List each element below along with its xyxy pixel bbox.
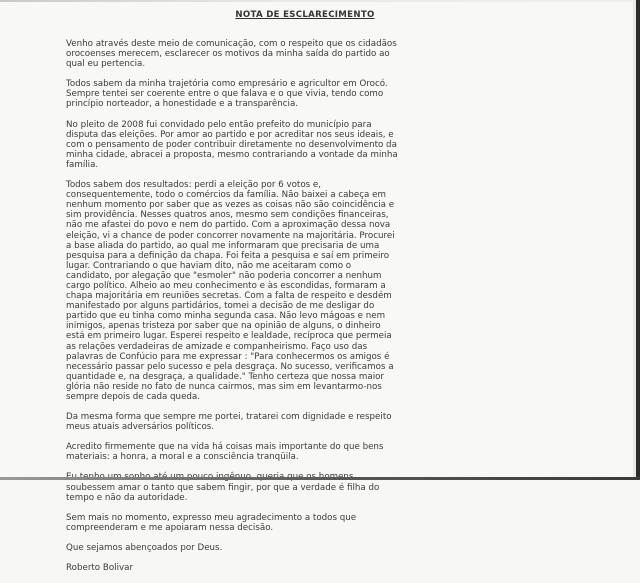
paragraph-adversaries: Da mesma forma que sempre me portei, tratarei com dignidade e respeito meus atuais adversários políticos. xyxy=(66,412,392,433)
scan-right-border xyxy=(636,0,640,480)
paragraph-intro: Venho através deste meio de comunicação, com o respeito que os cidadãos orocoenses merecem, esclarecer os motivos da minha saída do partido ao qual eu pertencia. xyxy=(66,39,397,70)
signature: Roberto Bolivar xyxy=(66,563,134,574)
paragraph-thanks: Sem mais no momento, expresso meu agradecimento a todos que compreenderam e me apoiaram nessa decisão. xyxy=(66,512,357,533)
document-title: NOTA DE ESCLARECIMENTO xyxy=(235,10,375,20)
paragraph-2008-election: No pleito de 2008 fui convidado pelo então prefeito do município para disputa das eleições. Por amor ao partido e por acreditar nos seus ideais, e com o pensamento de poder contribuir diretamente no desenvolvimento da minha cidade, abracei a proposta, mesmo contrariando a vontade da minha família. xyxy=(66,119,398,170)
paragraph-results: Todos sabem dos resultados: perdi a eleição por 6 votos e, consequentemente, todo o comércios da família. Não baixei a cabeça em nenhum momento por saber que as vezes as coisas não são coincidência e sim providência. Nesses quatros anos, mesmo sem condições financeiras, não me afastei do povo e nem do partido. Com a aproximação dessa nova eleição, vi a chance de poder concorrer novamente na majoritária. Procurei a base aliada do partido, ao qual me informaram que precisaria de uma pesquisa para a definição da chapa. Foi feita a pesquisa e saí em primeiro lugar. Contrariando o que haviam dito, não me aceitaram como o candidato, por alegação que "esmoler" não poderia concorrer a nenhum cargo político. Alheio ao meu conhecimento e às escondidas, formaram a chapa majoritária em reuniões secretas. Com a falta de respeito e desdém manifestado por alguns partidários, tomei a decisão de me desligar do partido que eu tinha como minha segunda casa. Não levo mágoas e nem inimigos, apenas tristeza por saber que na opinião de alguns, o dinheiro está em primeiro lugar. Esperei respeito e lealdade, recíproca que permeia as relações verdadeiras de amizade e companheirismo. Faço uso das palavras de Confúcio para me expressar : "Para conhecermos os amigos é necessário passar pelo sucesso e pela desgraça. No sucesso, verificamos a quantidade e, na desgraça, a qualidade." Tenho certeza que nossa maior glória não reside no fato de nunca cairmos, mas sim em levantarmo-nos sempre depois de cada queda. xyxy=(66,180,395,402)
scan-top-shadow xyxy=(0,0,636,2)
paragraph-blessing: Que sejamos abençoados por Deus. xyxy=(66,542,223,553)
paragraph-trajectory: Todos sabem da minha trajetória como empresário e agricultor em Orocó. Sempre tentei ser coerente entre o que falava e o que vivia, tendo como princípio norteador, a honestidade e a transparência. xyxy=(66,79,388,110)
paragraph-values: Acredito firmemente que na vida há coisas mais importante do que bens materiais: a honra, a moral e a consciência tranqüila. xyxy=(66,442,384,463)
paragraph-dream: soubessem amar o tanto que sabem fingir, por que a verdade é filha do tempo e não da autoridade. xyxy=(66,482,380,503)
document-body xyxy=(66,39,556,583)
